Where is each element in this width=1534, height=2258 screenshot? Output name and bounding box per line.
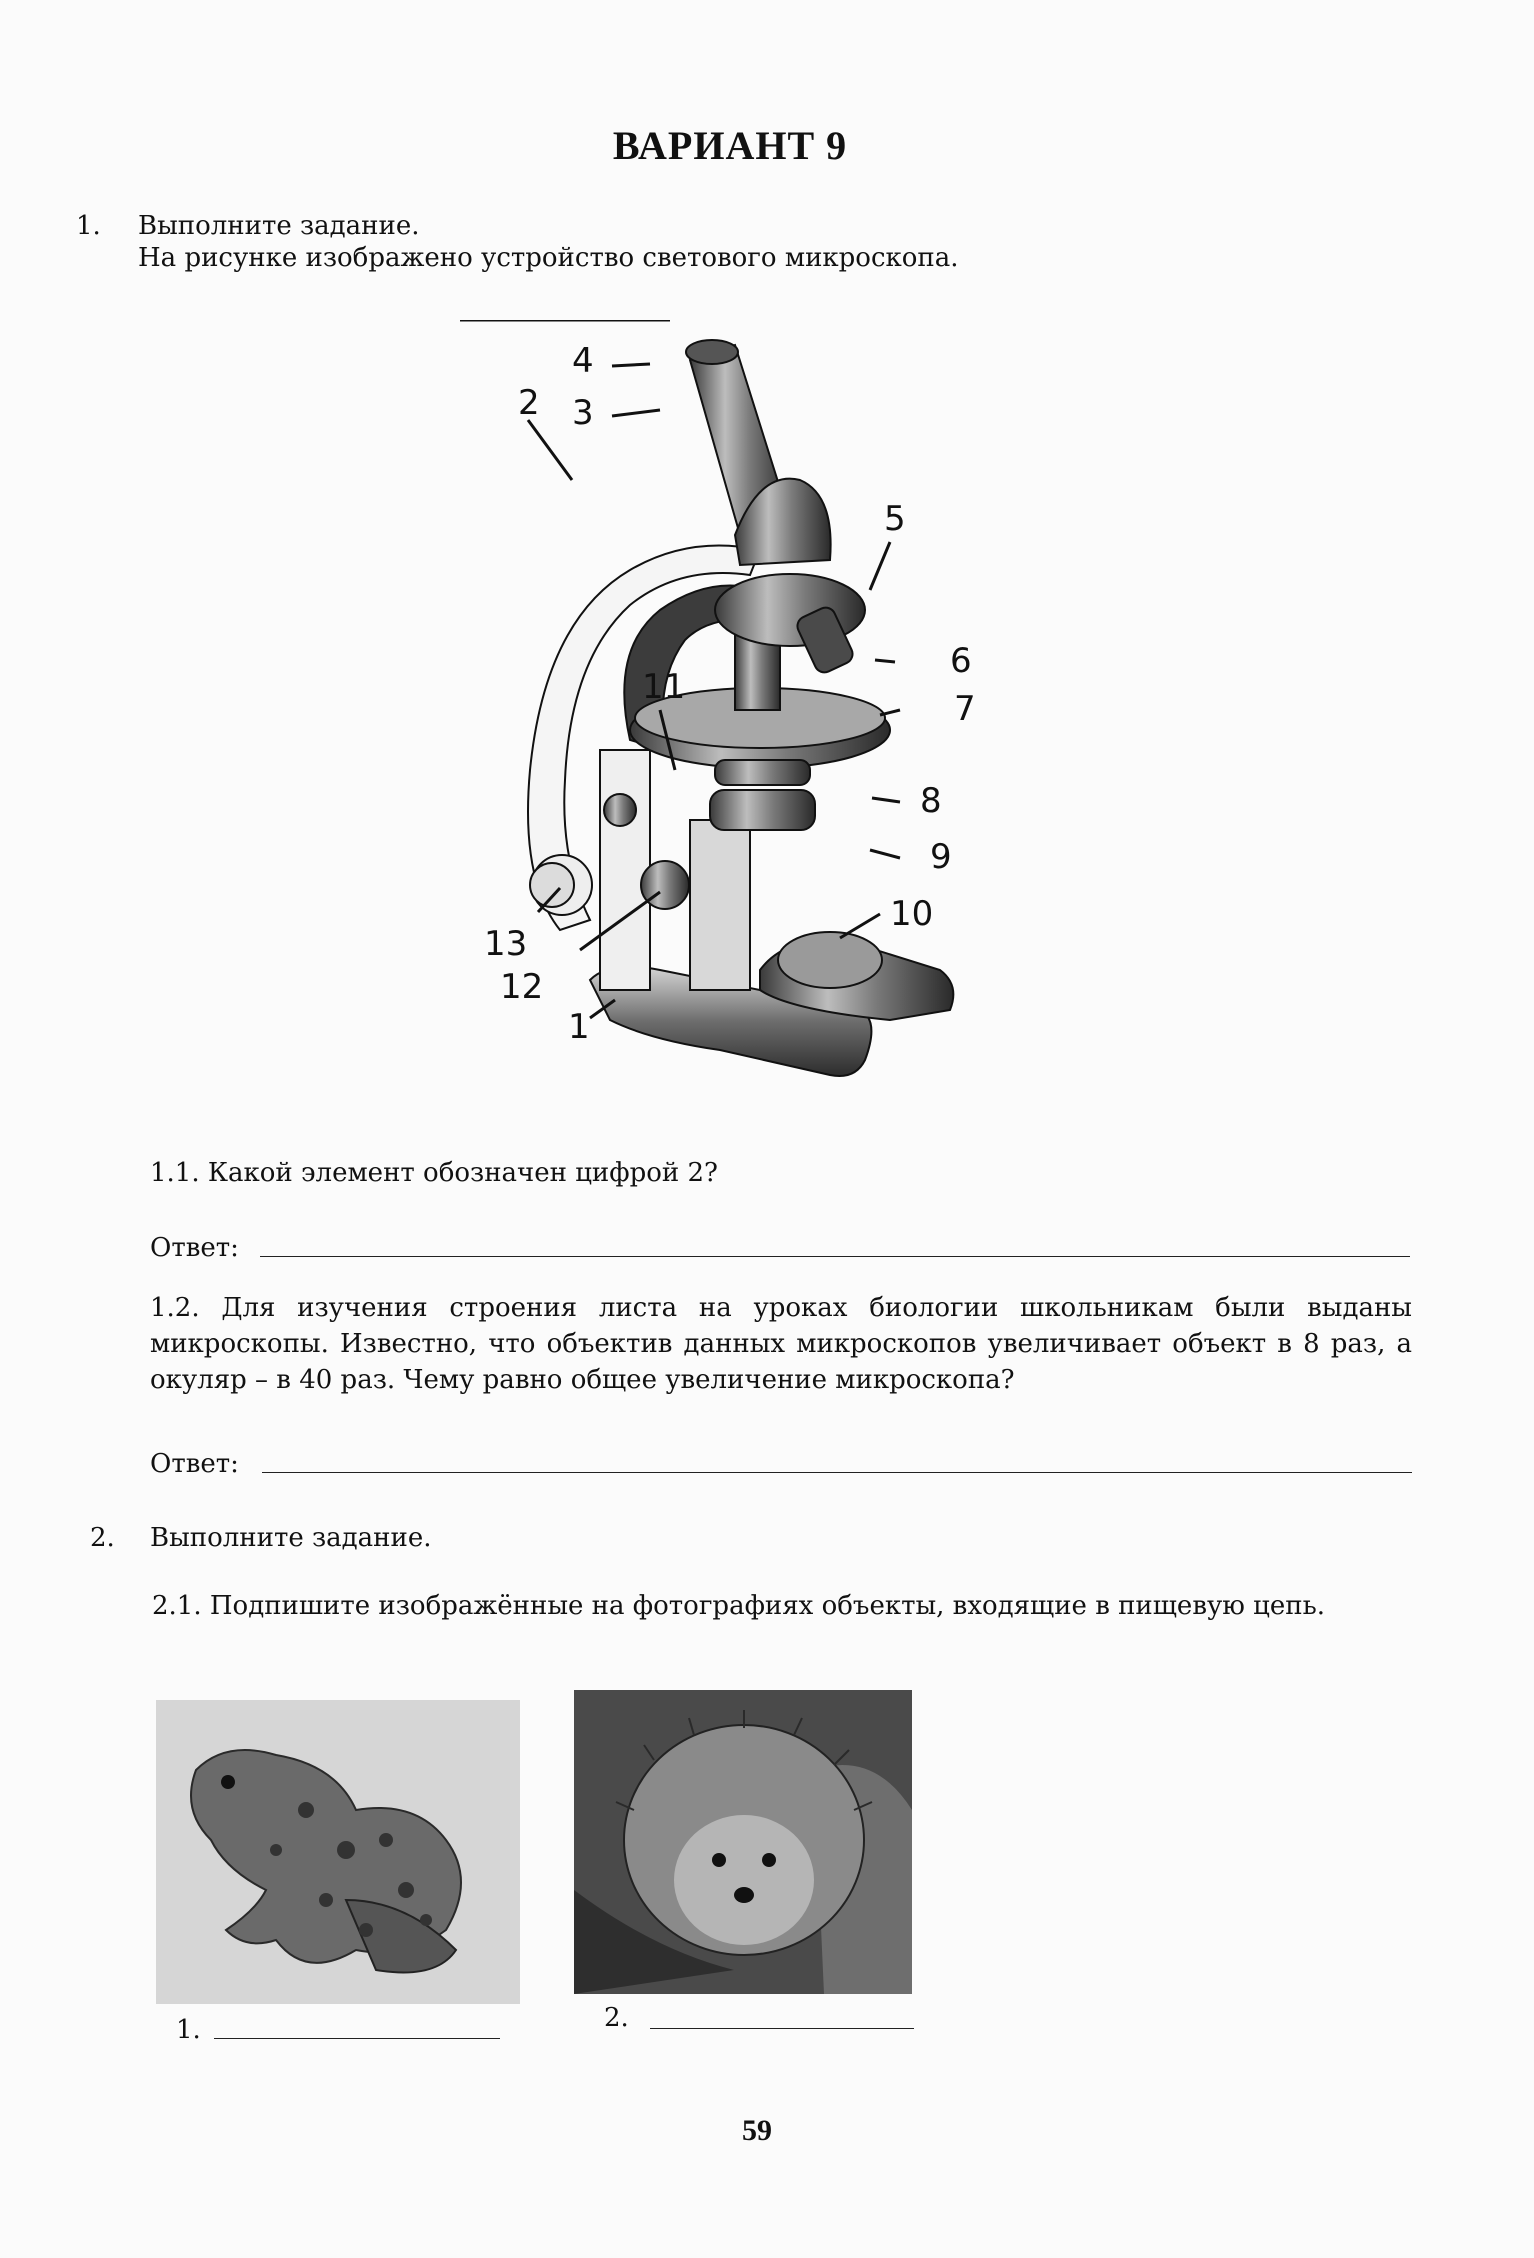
answer-label-1-2: Ответ:: [150, 1449, 239, 1479]
figure-label-2: 2: [518, 383, 540, 423]
photo-hedgehog: [574, 1690, 912, 1994]
task-1-instruction: Выполните задание.: [138, 211, 420, 241]
figure-label-10: 10: [890, 894, 934, 934]
variant-title: ВАРИАНТ 9: [612, 123, 848, 168]
question-1-1: 1.1. Какой элемент обозначен цифрой 2?: [150, 1158, 718, 1188]
figure-label-13: 13: [484, 924, 528, 964]
task-1-number: 1.: [76, 211, 101, 241]
figure-label-3: 3: [572, 393, 594, 433]
photo-2-answer-line[interactable]: [650, 2028, 914, 2029]
figure-label-11: 11: [642, 667, 686, 707]
photo-frog: [156, 1700, 520, 2004]
figure-label-8: 8: [920, 781, 942, 821]
figure-label-9: 9: [930, 837, 952, 877]
task-2-instruction: Выполните задание.: [150, 1523, 432, 1553]
figure-label-6: 6: [950, 641, 972, 681]
task-2-number: 2.: [90, 1523, 115, 1553]
figure-label-12: 12: [500, 967, 544, 1007]
figure-label-7: 7: [954, 689, 976, 729]
photo-1-answer-line[interactable]: [214, 2038, 500, 2039]
answer-line-1-2[interactable]: [262, 1472, 1412, 1473]
page-number: 59: [742, 2114, 772, 2147]
question-1-2: 1.2. Для изучения строения листа на уроках биологии школьникам были выданы микроскопы. Известно, что объектив данных микроскопов увеличивает объект в 8 раз, а окуляр – в 40 раз. Чему равно общее увеличение микроскопа?: [150, 1293, 1412, 1395]
figure-label-4: 4: [572, 341, 594, 381]
task-1-description: На рисунке изображено устройство светового микроскопа.: [138, 243, 959, 273]
photo-2-label: 2.: [604, 2003, 629, 2033]
question-2-1: 2.1. Подпишите изображённые на фотографиях объекты, входящие в пищевую цепь.: [152, 1591, 1326, 1621]
photo-1-label: 1.: [176, 2015, 201, 2045]
answer-line-1-1[interactable]: [260, 1256, 1410, 1257]
microscope-figure: [460, 320, 980, 1100]
figure-label-5: 5: [884, 499, 906, 539]
frog-image: [156, 1700, 520, 2004]
answer-label-1-1: Ответ:: [150, 1233, 239, 1263]
hedgehog-image: [574, 1690, 912, 1994]
figure-label-1: 1: [568, 1007, 590, 1047]
